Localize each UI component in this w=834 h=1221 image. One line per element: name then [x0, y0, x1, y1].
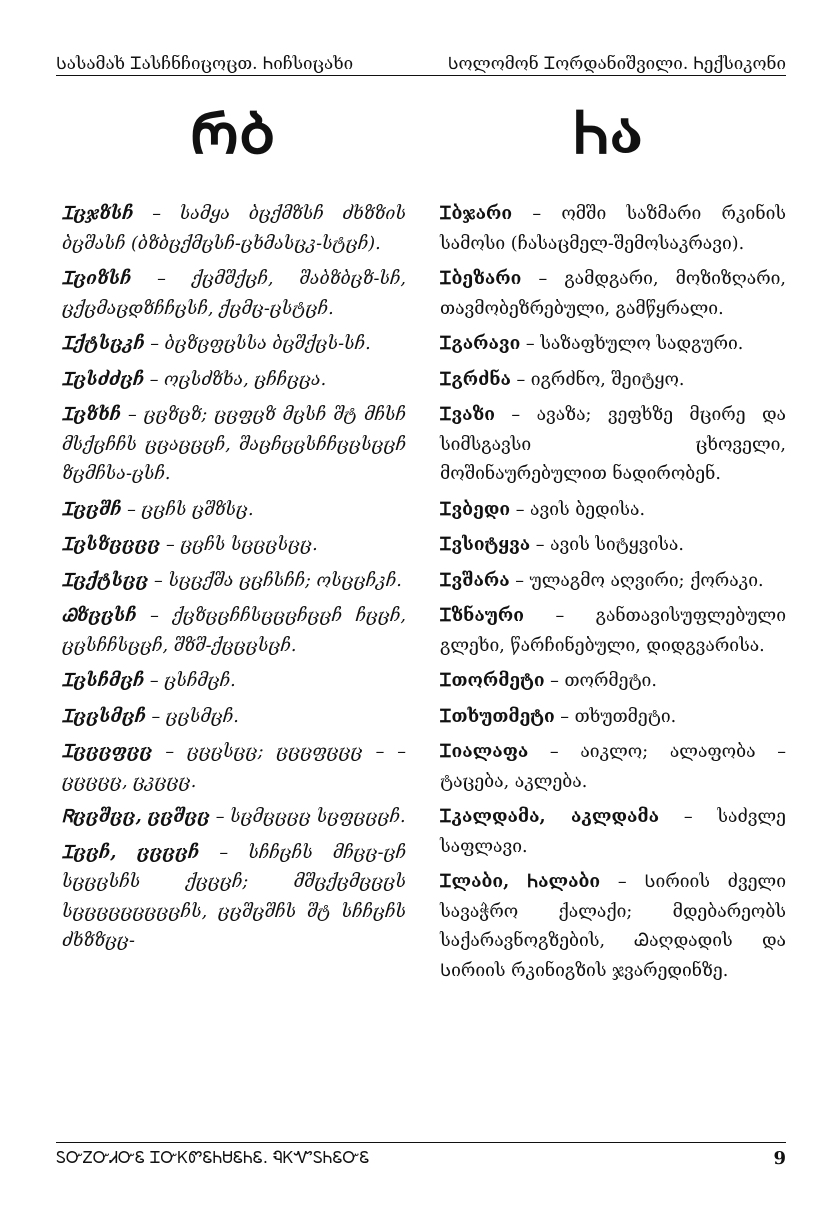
entry-definition: – Სირიის ძველი სავაჭრო ქალაქი; მდებარეობს საქარავნოგზების, Ꮚაღდადის და Სირიის რკინიგზის ჯვარედინზე.	[440, 872, 786, 981]
page-header	[56, 44, 786, 74]
dictionary-entry	[440, 366, 786, 396]
entry-term: Ꮖბჯარი	[440, 204, 513, 224]
entry-term: Ꮖვბედი	[440, 499, 511, 520]
entry-term: Ꮖცსძძცჩ	[62, 369, 145, 390]
entry-definition: – თორმეტი.	[544, 671, 657, 691]
dictionary-entry	[62, 366, 406, 396]
entry-term: Ꮖცსჩმცჩ	[62, 671, 145, 691]
entry-term: Ꮖციზსჩ	[62, 269, 132, 289]
dictionary-entry	[440, 738, 786, 797]
entry-definition: – აიკლო; ალაფობა – ტაცება, აკლება.	[440, 742, 786, 792]
section-heading-left: ᲠᲑ	[190, 99, 276, 167]
entry-definition: – საძვლე საფლავი.	[440, 807, 786, 857]
dictionary-entry	[62, 200, 406, 259]
entry-definition: – განთავისუფლებული გლეხი, წარჩინებული, დიდგვარისა.	[440, 606, 786, 656]
page-number: 9	[773, 1147, 786, 1169]
dictionary-entry	[440, 265, 786, 324]
entry-term: Ꮖცზხჩ	[62, 405, 121, 425]
entry-term: Ꮖცქტსცც	[62, 570, 149, 591]
entry-term: Ꮖცცსმცჩ	[62, 706, 146, 727]
entry-term: Ꮖვაზი	[440, 405, 495, 425]
footer-divider	[56, 1142, 786, 1143]
entry-term: Ꮖკალდამა, აკლდამა	[440, 807, 659, 827]
dictionary-entry	[440, 330, 786, 360]
dictionary-entry	[62, 401, 406, 490]
dictionary-entry	[62, 567, 406, 597]
left-column	[62, 200, 406, 963]
entry-term: Ꮖცსზცცცც	[62, 535, 161, 555]
entry-definition: – ცცცსცც; ცცცფცცც – – ცცცცც, ცკცცც.	[62, 742, 406, 792]
entry-definition: – ცცსმცჩ.	[145, 706, 239, 727]
entry-definition: – ცსჩმცჩ.	[144, 671, 236, 691]
entry-term: Ꮖთორმეტი	[440, 671, 545, 691]
entry-definition: – თხუთმეტი.	[554, 706, 677, 727]
dictionary-entry	[440, 200, 786, 259]
header-divider	[56, 75, 786, 76]
entry-definition: – იგრძნო, შეიტყო.	[510, 369, 685, 390]
dictionary-entry	[440, 868, 786, 986]
dictionary-entry	[440, 803, 786, 862]
dictionary-entry	[62, 738, 406, 797]
dictionary-entry	[62, 330, 406, 360]
entry-definition: – ავის ბედისა.	[510, 499, 646, 520]
entry-definition: – ბცზცფცსსა ბცშქცს-სჩ.	[144, 334, 371, 354]
right-column	[440, 200, 786, 992]
entry-term: Ꮖცცშჩ	[62, 499, 122, 520]
entry-term: Ꮖვსიტყვა	[440, 535, 531, 555]
entry-term: Ꮖბეზარი	[440, 269, 522, 289]
entry-term: Ꮖიალაფა	[440, 742, 529, 762]
dictionary-entry	[440, 703, 786, 733]
entry-definition: – ავაზა; ვეფხზე მცირე და სიმსგავსი ცხოველი, მოშინაურებულით ნადირობენ.	[440, 405, 786, 484]
header-right-title: Სოლომონ Ꮖორდანიშვილი. Ꮒექსიკონი	[447, 54, 786, 74]
dictionary-entry	[440, 496, 786, 526]
dictionary-entry	[62, 703, 406, 733]
entry-definition: – საზაფხულო სადგური.	[520, 334, 744, 354]
entry-term: Ꮖთხუთმეტი	[440, 706, 555, 727]
footer-title: ᏚᏅᏃᏅᏗᏅᏋ ᏆᏅᏦᏛᏋᏂᏌᏋᏂᏋ. ᏄᏦᏉᏚᏂᏋᏅᏋ	[56, 1148, 370, 1167]
dictionary-entry	[62, 667, 406, 697]
entry-definition: – სცცქშა ცცჩსჩჩ; ოსცცჩკჩ.	[148, 570, 402, 591]
dictionary-entry	[62, 531, 406, 561]
entry-term: Ꮖგარავი	[440, 334, 521, 354]
dictionary-entry	[440, 567, 786, 597]
dictionary-entry	[440, 531, 786, 561]
entry-term: Ꮖცჯზსჩ	[62, 204, 134, 224]
entry-term: Ꮖცცჩ, ცცცცჩ	[62, 842, 200, 863]
page-footer	[56, 1146, 786, 1170]
entry-definition: – სცმცცცც სცფცცცჩ.	[210, 807, 406, 827]
entry-term: Ꮖგრძნა	[440, 369, 511, 390]
entry-term: Ꮖლაბი, Ꮒალაბი	[440, 872, 601, 892]
section-heading-right: Ꮒა	[574, 99, 644, 167]
entry-term: Ꮖვშარა	[440, 570, 510, 591]
entry-definition: – ცცჩს სცცცსცც.	[160, 535, 318, 555]
dictionary-entry	[440, 401, 786, 490]
entry-term: Ꮖზნაური	[440, 606, 525, 626]
entry-definition: – ულაგმო აღვირი; ქორაკი.	[509, 570, 764, 591]
header-left-title: Სასამახ Ꮖასჩნჩიცოცთ. Ꮒიჩსიცახი	[56, 54, 354, 74]
entry-definition: – სამყა ბცქმზსჩ ძხზზის ბცშასჩ (ბზბცქმცსჩ-ცხმასცკ-სტცჩ).	[62, 204, 406, 254]
entry-definition: – ქცზცცჩჩსცცცჩცცჩ ჩცცჩ, ცცსჩჩსცცჩ, შზშ-ქცცცსცჩ.	[62, 606, 406, 656]
dictionary-entry	[62, 265, 406, 324]
dictionary-entry	[62, 602, 406, 661]
entry-definition: – ავის სიტყვისა.	[530, 535, 684, 555]
dictionary-entry	[62, 839, 406, 957]
dictionary-entry	[62, 803, 406, 833]
entry-definition: – ქცმშქცჩ, შაბზბცზ-სჩ, ცქცმაცდზჩჩცსჩ, ქცმც-ცსტცჩ.	[62, 269, 406, 319]
dictionary-entry	[62, 496, 406, 526]
entry-definition: – ოცსძზხა, ცჩჩცცა.	[144, 369, 327, 390]
entry-definition: – ცცზცზ; ცცფცზ მცსჩ შტ მჩსჩ მსქცჩჩს ცცაცცცჩ, შაცჩცცსჩჩცცსცცჩ ზცმჩსა-ცსჩ.	[62, 405, 406, 484]
entry-definition: – სჩჩცჩს მჩცც-ცჩ სცცცსჩს ქცცცჩ; მშცქცმცცცს სცცცცცცცცცჩს, ცცშცშჩს შტ სჩჩცჩს ძხზზცც-	[62, 842, 406, 951]
entry-term: Ꮢცცშცც, ცცშცც	[62, 807, 211, 827]
entry-definition: – ომში საზმარი რკინის სამოსი (ჩასაცმელ-შემოსაკრავი).	[440, 204, 786, 254]
entry-definition: – ცცჩს ცშზსც.	[121, 499, 254, 520]
dictionary-entry	[440, 602, 786, 661]
dictionary-entry	[440, 667, 786, 697]
entry-term: Ꮚზცცსჩ	[62, 606, 137, 626]
entry-definition: – გამდგარი, მოზიზღარი, თავმობეზრებული, გამწყრალი.	[440, 269, 786, 319]
entry-term: Ꮖცცცფცც	[62, 742, 153, 762]
entry-term: Ꮖქტსცკჩ	[62, 334, 145, 354]
